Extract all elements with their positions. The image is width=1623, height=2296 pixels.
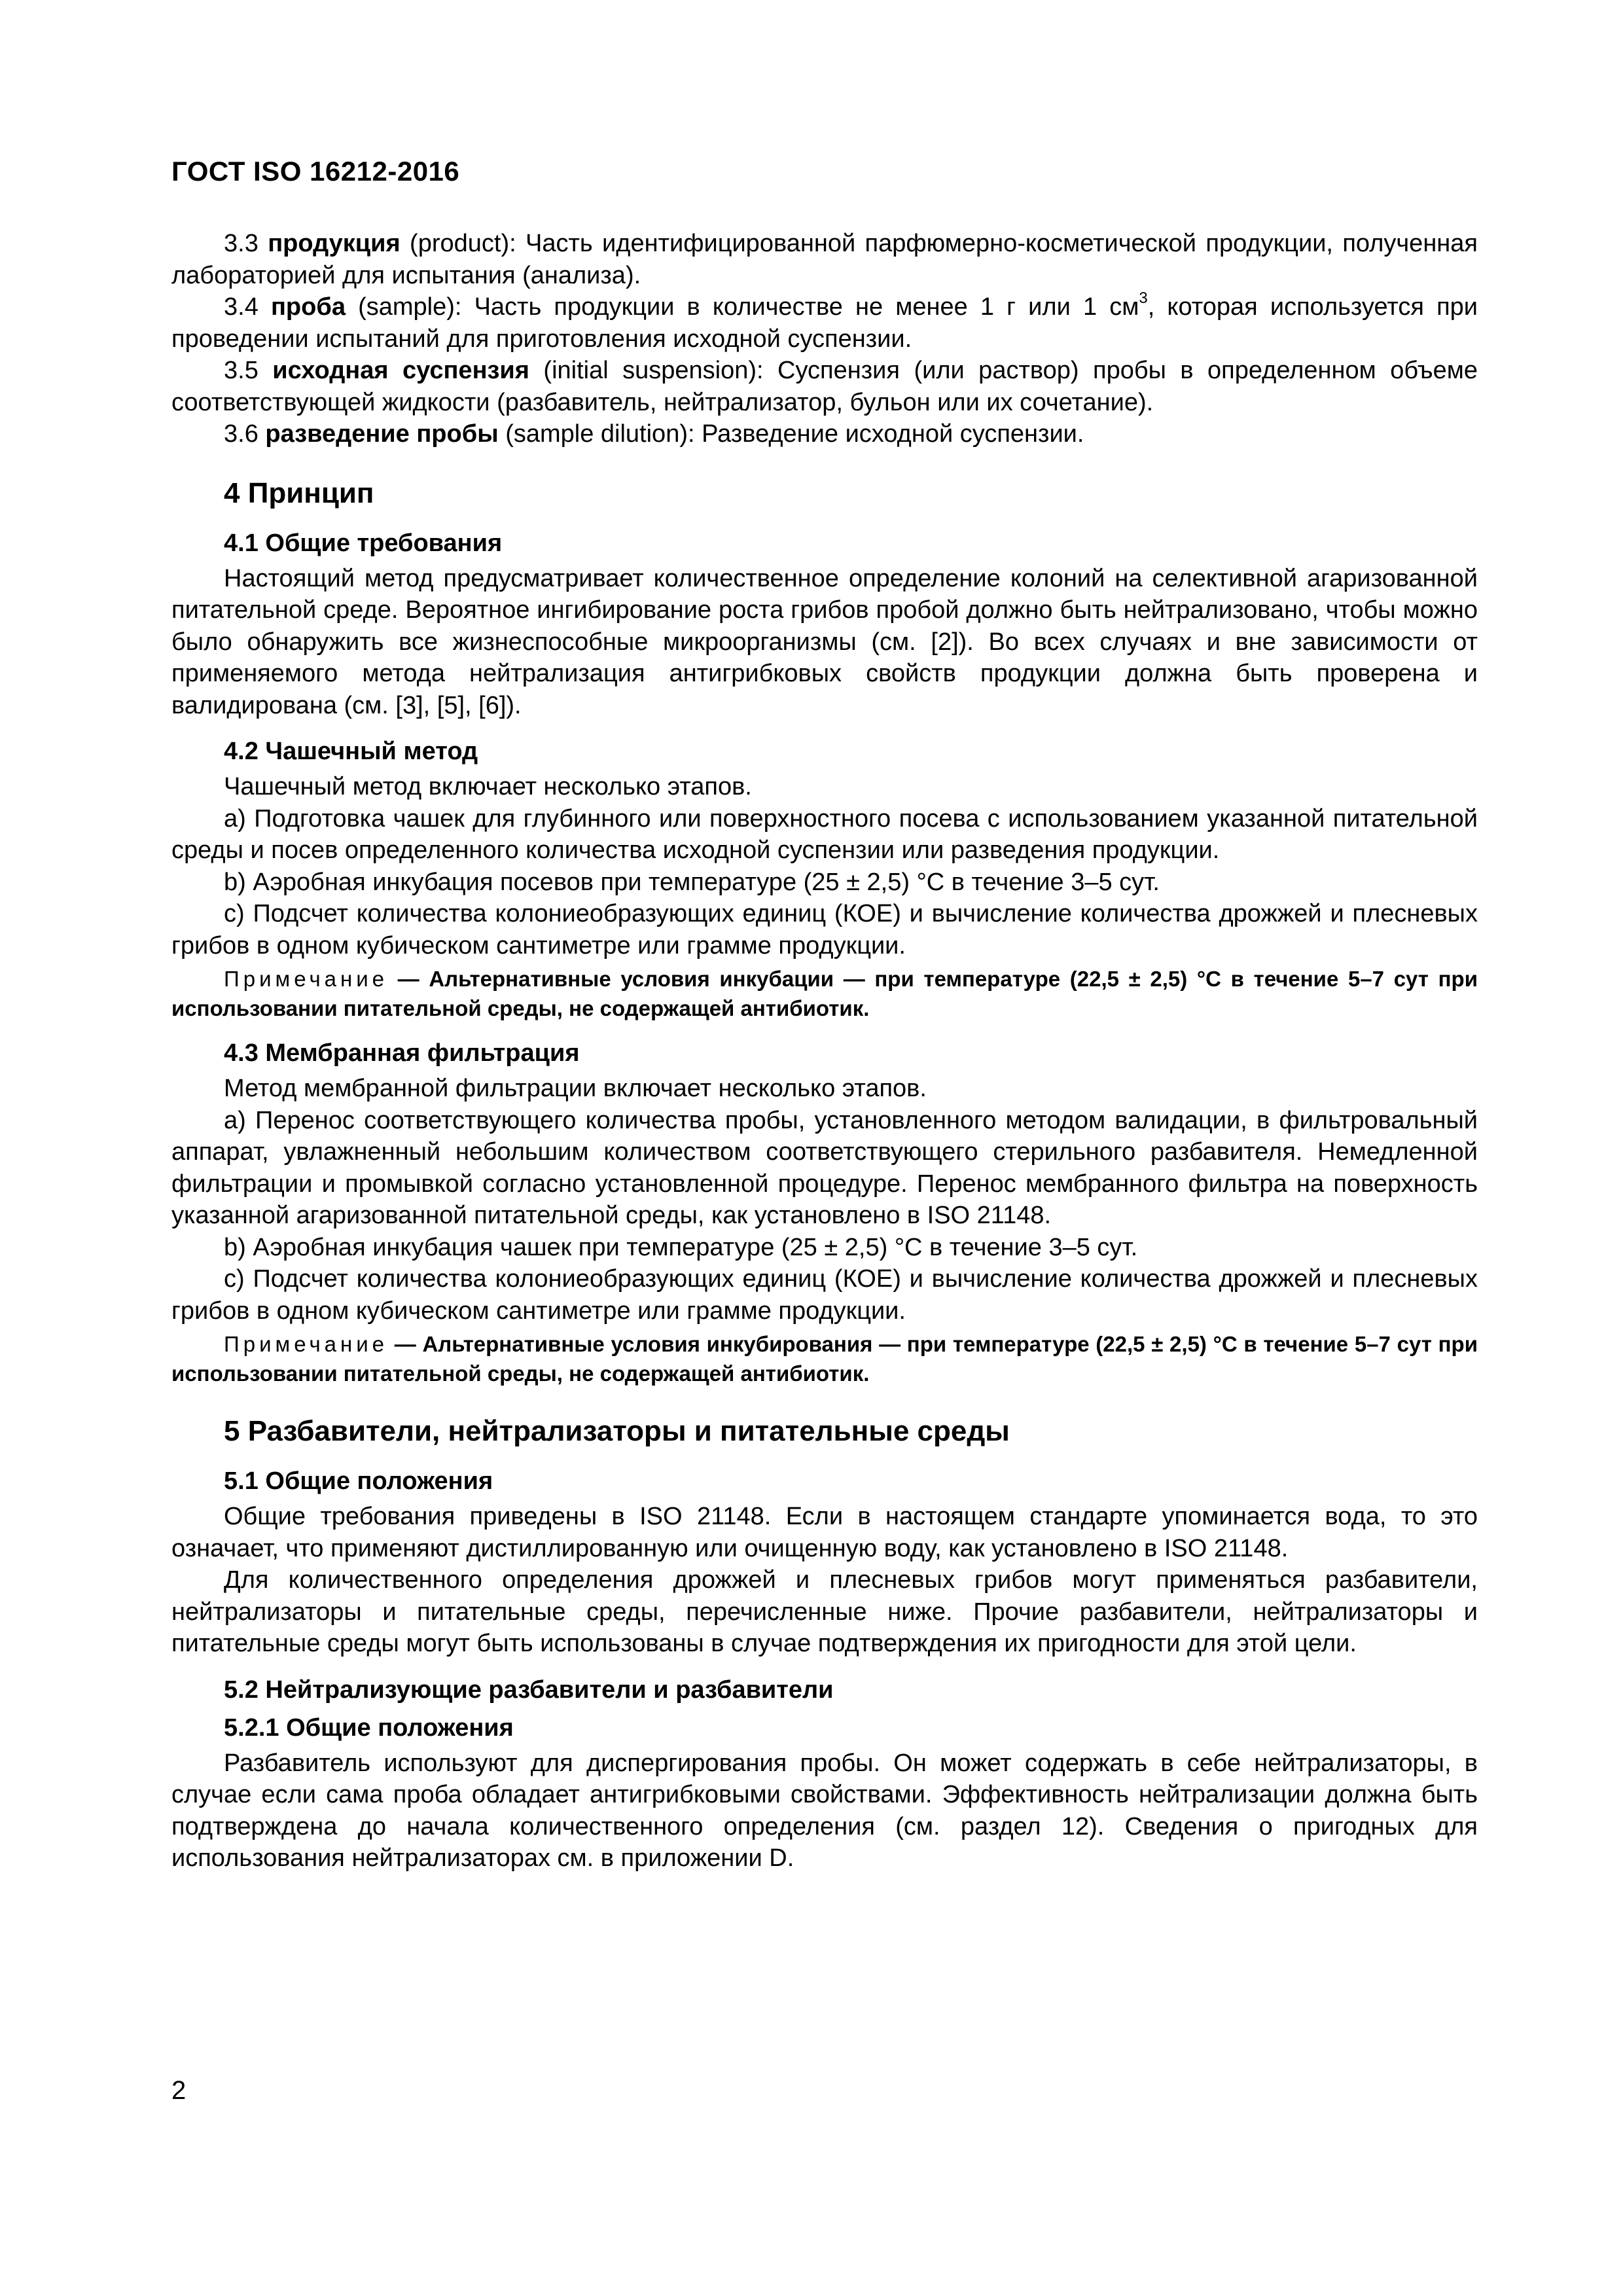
superscript-cubed: 3 <box>1139 289 1148 308</box>
definition-text: (initial suspension): Суспензия (или раствор) пробы в определенном объеме соответствующей жидкости (разбавитель, нейтрализатор, бульон или их сочетание). <box>171 357 1478 416</box>
section-4-3-intro: Метод мембранной фильтрации включает несколько этапов. <box>224 1075 927 1102</box>
section-4-2-intro: Чашечный метод включает несколько этапов. <box>224 773 752 800</box>
section-5-2-1-text: Разбавитель используют для диспергирования пробы. Он может содержать в себе нейтрализаторы, в случае если сама проба обладает антигрибковыми свойствами. Эффективность нейтрализации должна быть подтверждена до начала количественного определения (см. раздел 12). Сведения о пригодных для использования нейтрализаторах см. в приложении D. <box>171 1749 1478 1872</box>
section-4-2-item-c: c) Подсчет количества колониеобразующих единиц (КОЕ) и вычисление количества дрожжей и плесневых грибов в одном кубическом сантиметре или грамме продукции. <box>171 900 1478 960</box>
clause-number: 3.5 <box>224 357 273 384</box>
definition-text: (product): Часть идентифицированной парфюмерно-косметической продукции, полученная лабораторией для испытания (анализа). <box>171 230 1478 289</box>
section-4-2-item-a: a) Подготовка чашек для глубинного или поверхностного посева с использованием указанной питательной среды и посев определенного количества исходной суспензии или разведения продукции. <box>171 804 1478 864</box>
clause-number: 3.6 <box>224 420 266 448</box>
note-text: — Альтернативные условия инкубирования — при температуре (22,5 ± 2,5) °С в течение 5–7 сут при использовании питательной среды, не содержащей антибиотик. <box>171 1332 1478 1386</box>
definition-3-3 <box>171 228 1478 291</box>
definition-text-continued: , которая используется при проведении испытаний для приготовления исходной суспензии. <box>171 293 1478 353</box>
section-4-1-text: Настоящий метод предусматривает количественное определение колоний на селективной агаризованной питательной среде. Вероятное ингибирование роста грибов пробой должно быть нейтрализовано, чтобы можно было обнаружить все жизнеспособные микроорганизмы (см. [2]). Во всех случаях и вне зависимости от применяемого метода нейтрализация антигрибковых свойств продукции должна быть проверена и валидирована (см. [3], [5], [6]). <box>171 564 1478 719</box>
section-4-heading: 4 Принцип <box>224 476 374 509</box>
page-number: 2 <box>171 2076 187 2105</box>
page-content <box>171 228 1478 1874</box>
section-5-2-1-heading: 5.2.1 Общие положения <box>224 1713 514 1742</box>
note-label: Примечание <box>224 1332 389 1356</box>
section-4-2-note <box>171 964 1478 1023</box>
document-code-header: ГОСТ ISO 16212-2016 <box>171 156 460 187</box>
note-label: Примечание <box>224 967 389 991</box>
section-4-3-heading: 4.3 Мембранная фильтрация <box>224 1039 580 1067</box>
defined-term: проба <box>270 293 346 321</box>
section-4-3-item-b: b) Аэробная инкубация чашек при температуре (25 ± 2,5) °С в течение 3–5 сут. <box>224 1233 1138 1261</box>
clause-number: 3.3 <box>224 230 268 257</box>
clause-number: 3.4 <box>224 293 271 321</box>
definition-text: (sample): Часть продукции в количестве не менее 1 г или 1 см <box>345 293 1139 321</box>
section-4-2-heading: 4.2 Чашечный метод <box>224 738 478 765</box>
section-4-3-item-c: c) Подсчет количества колониеобразующих единиц (КОЕ) и вычисление количества дрожжей и плесневых грибов в одном кубическом сантиметре или грамме продукции. <box>171 1265 1478 1325</box>
definition-text: (sample dilution): Разведение исходной суспензии. <box>498 420 1084 448</box>
section-4-3-item-a: a) Перенос соответствующего количества пробы, установленного методом валидации, в фильтровальный аппарат, увлажненный небольшим количеством соответствующего стерильного разбавителя. Немедленной фильтрации и промывкой согласно установленной процедуре. Перенос мембранного фильтра на поверхность указанной агаризованной питательной среды, как установлено в ISO 21148. <box>171 1106 1478 1229</box>
section-4-3-note <box>171 1329 1478 1388</box>
definition-3-6 <box>171 418 1478 450</box>
section-5-1-heading: 5.1 Общие положения <box>224 1467 493 1495</box>
section-5-1-paragraph-2: Для количественного определения дрожжей и плесневых грибов могут применяться разбавители, нейтрализаторы и питательные среды, перечисленные ниже. Прочие разбавители, нейтрализаторы и питательные среды могут быть использованы в случае подтверждения их пригодности для этой цели. <box>171 1566 1478 1657</box>
section-5-2-heading: 5.2 Нейтрализующие разбавители и разбавители <box>224 1676 834 1704</box>
section-5-1-paragraph-1: Общие требования приведены в ISO 21148. Если в настоящем стандарте упоминается вода, то это означает, что применяют дистиллированную или очищенную воду, как установлено в ISO 21148. <box>171 1503 1478 1562</box>
defined-term: исходная суспензия <box>272 357 529 384</box>
section-4-1-heading: 4.1 Общие требования <box>224 529 503 557</box>
section-5-heading: 5 Разбавители, нейтрализаторы и питательные среды <box>224 1415 1010 1447</box>
defined-term: разведение пробы <box>265 420 499 448</box>
definition-3-4 <box>171 291 1478 355</box>
note-text: — Альтернативные условия инкубации — при температуре (22,5 ± 2,5) °С в течение 5–7 сут при использовании питательной среды, не содержащей антибиотик. <box>171 967 1478 1020</box>
section-4-2-item-b: b) Аэробная инкубация посевов при температуре (25 ± 2,5) °С в течение 3–5 сут. <box>224 868 1160 896</box>
definition-3-5 <box>171 355 1478 418</box>
defined-term: продукция <box>268 230 401 257</box>
